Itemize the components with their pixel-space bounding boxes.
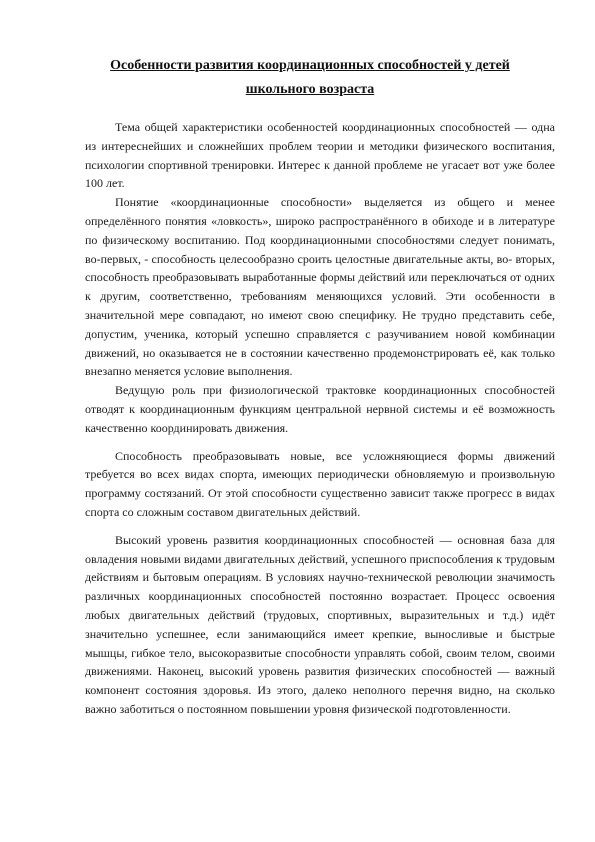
- document-title: Особенности развития координационных способностей у детей школьного возраста: [110, 58, 510, 97]
- document-body: [85, 118, 555, 719]
- paragraph-3: Ведущую роль при физиологической трактовке координационных способностей отводят к координационным функциям центральной нервной системы и её возможность качественно координировать движения.: [85, 383, 555, 435]
- paragraph-5: Высокий уровень развития координационных способностей — основная база для овладения новыми видами двигательных действий, успешного приспособления к трудовым действиям и бытовым операциям. В условиях научно-технической революции значимость различных координационных способностей постоянно возрастает. Процесс освоения любых двигательных действий (трудовых, спортивных, выразительных и т.д.) идёт значительно успешнее, если занимающийся имеет крепкие, выносливые и быстрые мышцы, гибкое тело, высокоразвитые способности управлять собой, своим телом, своими движениями. Наконец, высокий уровень развития физических способностей — важный компонент состояния здоровья. Из этого, далеко неполного перечня видно, на сколько важно заботиться о постоянном повышении уровня физической подготовленности.: [85, 532, 555, 716]
- paragraph-4: Способность преобразовывать новые, все усложняющиеся формы движений требуется во всех видах спорта, имеющих периодически обновляемую и произвольную программу состязаний. От этой способности существенно зависит также прогресс в видах спорта со сложным составом двигательных действий.: [85, 448, 555, 519]
- paragraph-2: Понятие «координационные способности» выделяется из общего и менее определённого понятия «ловкость», широко распространённого в обиходе и в литературе по физическому воспитанию. Под координационными способностями следует понимать, во-первых, - способность целесообразно сроить целостные двигательные акты, во- вторых, способность преобразовывать выработанные формы действий или переключаться от одних к другим, соответственно, требованиям меняющихся условий. Эти особенности в значительной мере совпадают, но имеют свою специфику. Не трудно представить себе, допустим, ученика, который успешно справляется с разучиванием новой комбинации движений, но оказывается не в состоянии качественно продемонстрировать её, как только внезапно меняется условие выполнения.: [85, 195, 555, 379]
- paragraph-1: Тема общей характеристики особенностей координационных способностей — одна из интереснейших и сложнейших проблем теории и методики физического воспитания, психологии спортивной тренировки. Интерес к данной проблеме не угасает вот уже более 100 лет.: [85, 120, 555, 191]
